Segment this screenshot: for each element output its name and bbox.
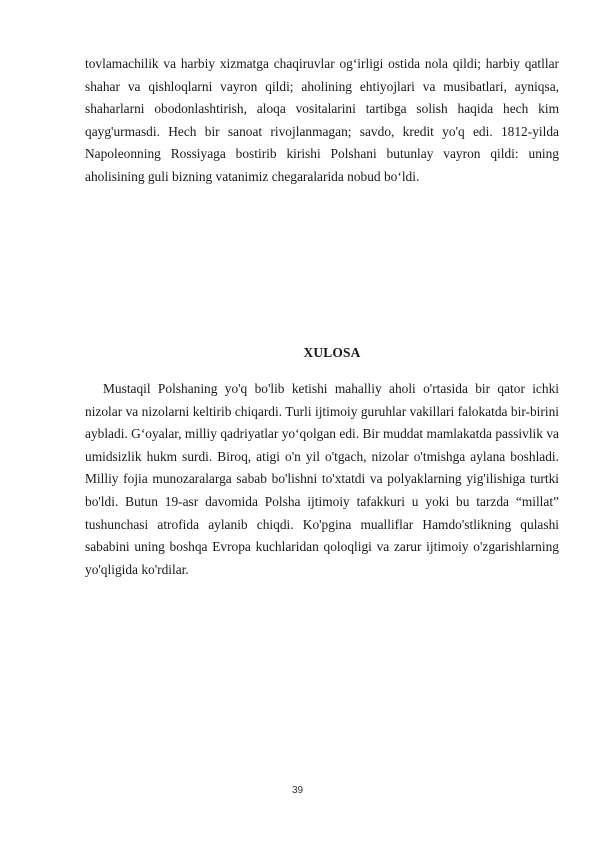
body-paragraph-1: tovlamachilik va harbiy xizmatga chaqiruvlar og‘irligi ostida nola qildi; harbiy qatllar shahar va qishloqlarni vayron qildi; aholining ehtiyojlari va musibatlari, ayniqsa, shaharlarni obodonlashtirish, aloqa vositalarini tartibga solish haqida hech kim qayg'urmasdi. Hech bir sanoat rivojlanmagan; savdo, kredit yo'q edi. 1812-yilda Napoleonning Rossiyaga bostirib kirishi Polshani butunlay vayron qildi: uning aholisining guli bizning vatanimiz chegaralarida nobud bo‘ldi. [85, 56, 559, 184]
body-paragraph-2: Mustaqil Polshaning yo'q bo'lib ketishi mahalliy aholi o'rtasida bir qator ichki nizolar va nizolarni keltirib chiqardi. Turli ijtimoiy guruhlar vakillari falokatda bir-birini aybladi. G‘oyalar, milliy qadriyatlar yo‘qolgan edi. Bir muddat mamlakatda passivlik va umidsizlik hukm surdi. Biroq, atigi o'n yil o'tgach, nizolar o'tmishga aylana boshladi. Milliy fojia munozaralarga sabab bo'lishni to'xtatdi va polyaklarning yig'ilishiga turtki bo'ldi. Butun 19-asr davomida Polsha ijtimoiy tafakkuri u yoki bu tarzda “millat” tushunchasi atrofida aylanib chiqdi. Ko'pgina mualliflar Hamdo'stlikning qulashi sababini uning boshqa Evropa kuchlaridan qoloqligi va zarur ijtimoiy o'zgarishlarning yo'qligida ko'rdilar. [85, 381, 559, 577]
page-number: 39 [291, 785, 304, 796]
section-heading-xulosa: XULOSA [303, 345, 361, 360]
